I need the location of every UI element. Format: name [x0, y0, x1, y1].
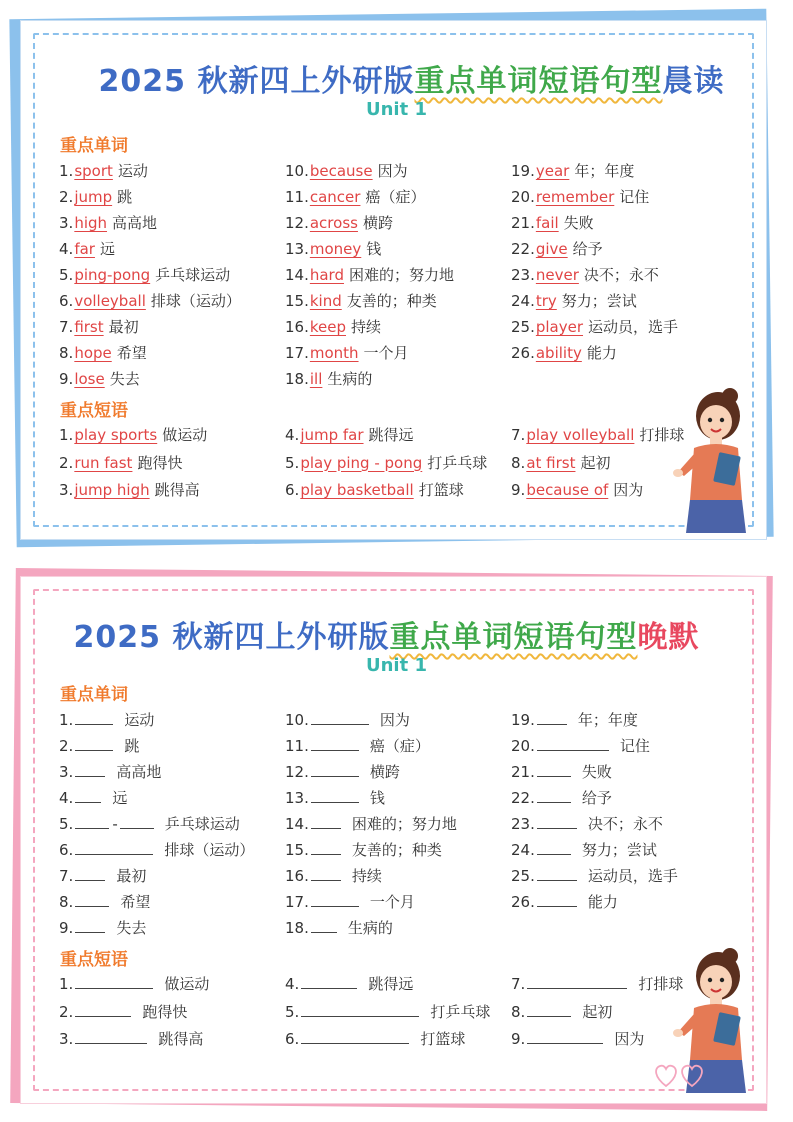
- word-number: 10.: [285, 162, 309, 180]
- word-number: 19.: [511, 162, 535, 180]
- word-english: jump: [74, 188, 113, 206]
- word-item: [511, 186, 649, 207]
- word-blank-item: [285, 787, 385, 808]
- phrase-blank-item: [285, 973, 413, 994]
- word-blank-chinese: 希望: [120, 893, 151, 911]
- phrase-blank-number: 2.: [59, 1002, 74, 1021]
- word-chinese: 年；年度: [574, 162, 635, 180]
- phrase-item: [59, 479, 200, 500]
- word-blank-blank: [75, 840, 153, 855]
- word-chinese: 失去: [109, 370, 140, 388]
- word-english: month: [309, 344, 359, 362]
- word-blank-item: [59, 839, 254, 860]
- phrase-blank-chinese: 做运动: [164, 975, 210, 993]
- phrase-blank-item: [511, 1001, 612, 1022]
- phrase-english: play basketball: [300, 481, 414, 499]
- phrase-blank-chinese: 因为: [614, 1030, 645, 1048]
- phrase-blank-blank: [75, 974, 153, 989]
- phrase-chinese: 打排球: [639, 426, 685, 444]
- phrase-item: [511, 479, 643, 500]
- word-blank-blank: [537, 736, 609, 751]
- word-blank-blank: [311, 788, 359, 803]
- phrase-english: jump high: [74, 481, 150, 499]
- phrase-item: [285, 479, 464, 500]
- word-english: hard: [309, 266, 344, 284]
- word-item: [59, 186, 132, 207]
- word-number: 6.: [59, 292, 74, 310]
- word-blank-number: 16.: [285, 867, 309, 885]
- word-number: 23.: [511, 266, 535, 284]
- phrase-blank-number: 4.: [285, 975, 300, 993]
- word-english: volleyball: [74, 292, 146, 310]
- word-number: 25.: [511, 318, 535, 336]
- phrase-number: 6.: [285, 481, 300, 499]
- word-chinese: 横跨: [362, 214, 393, 232]
- word-blank-chinese: 最初: [116, 867, 147, 885]
- phrase-chinese: 打篮球: [418, 481, 464, 499]
- word-item: [285, 290, 437, 311]
- word-blank-number: 1.: [59, 711, 74, 729]
- word-blank-item: [59, 813, 240, 834]
- word-english: never: [535, 266, 579, 284]
- word-blank-blank: [75, 762, 105, 777]
- word-english: cancer: [309, 188, 361, 206]
- phrase-number: 3.: [59, 481, 74, 499]
- word-blank-item: [285, 709, 410, 730]
- word-blank-blank: [75, 918, 105, 933]
- phrase-number: 1.: [59, 426, 74, 444]
- word-blank-blank: [311, 814, 341, 829]
- phrase-number: 4.: [285, 426, 300, 444]
- word-blank-chinese: 钱: [369, 789, 385, 807]
- phrase-blank-item: [59, 973, 209, 994]
- word-blank-chinese: 跳: [124, 737, 140, 755]
- word-blank-item: [511, 839, 657, 860]
- word-blank-number: 5.: [59, 815, 74, 833]
- word-number: 26.: [511, 344, 535, 362]
- word-english: year: [535, 162, 570, 180]
- phrase-blank-blank: [527, 1029, 603, 1044]
- word-item: [285, 212, 393, 233]
- phrase-item: [285, 424, 414, 445]
- word-blank-blank: [537, 788, 571, 803]
- word-blank-blank: [311, 762, 359, 777]
- word-blank-blank: [75, 814, 109, 829]
- word-chinese: 一个月: [363, 344, 409, 362]
- word-chinese: 钱: [366, 240, 382, 258]
- top-title-part-2: 重点单词短语句型: [414, 64, 663, 99]
- word-blank-number: 18.: [285, 919, 309, 937]
- word-blank-blank: [537, 710, 567, 725]
- word-item: [285, 368, 372, 389]
- word-blank-chinese: 高高地: [116, 763, 162, 781]
- phrase-blank-chinese: 跑得快: [142, 1002, 188, 1021]
- word-item: [59, 264, 230, 285]
- word-blank-item: [285, 865, 382, 886]
- word-blank-number: 19.: [511, 711, 535, 729]
- word-chinese: 希望: [116, 344, 147, 362]
- word-english: across: [309, 214, 358, 232]
- phrase-item: [511, 424, 684, 445]
- word-chinese: 困难的；努力地: [348, 266, 454, 284]
- word-blank-item: [511, 865, 678, 886]
- phrase-blank-blank: [527, 974, 627, 989]
- word-english: remember: [535, 188, 615, 206]
- word-number: 9.: [59, 370, 74, 388]
- word-english: kind: [309, 292, 342, 310]
- word-chinese: 努力；尝试: [561, 292, 637, 310]
- word-blank-chinese: 友善的；种类: [351, 841, 442, 859]
- word-blank-blank: [311, 736, 359, 751]
- word-blank-item: [59, 917, 146, 938]
- word-english: player: [535, 318, 584, 336]
- word-number: 12.: [285, 214, 309, 232]
- word-blank-chinese: 努力；尝试: [581, 841, 657, 859]
- bottom-words-heading: 重点单词: [60, 685, 128, 705]
- word-number: 13.: [285, 240, 309, 258]
- phrase-blank-chinese: 打排球: [638, 975, 684, 993]
- phrase-chinese: 做运动: [162, 426, 208, 444]
- word-blank-item: [59, 709, 154, 730]
- word-blank-blank: [311, 892, 359, 907]
- phrase-blank-blank: [301, 1002, 419, 1017]
- word-blank-number: 12.: [285, 763, 309, 781]
- word-blank-blank: [75, 866, 105, 881]
- word-english: hope: [74, 344, 112, 362]
- word-blank-blank: [311, 840, 341, 855]
- word-blank-chinese: 因为: [379, 711, 410, 729]
- word-blank-item: [511, 813, 663, 834]
- word-blank-chinese: 困难的；努力地: [351, 815, 457, 833]
- word-item: [511, 316, 678, 337]
- word-blank-blank: [537, 840, 571, 855]
- phrase-blank-number: 7.: [511, 975, 526, 993]
- phrase-blank-blank: [75, 1002, 131, 1017]
- word-blank-number: 26.: [511, 893, 535, 911]
- word-english: ability: [535, 344, 582, 362]
- word-number: 24.: [511, 292, 535, 310]
- teacher-illustration: [672, 388, 764, 533]
- word-blank-number: 14.: [285, 815, 309, 833]
- phrase-blank-chinese: 起初: [582, 1002, 613, 1021]
- word-number: 16.: [285, 318, 309, 336]
- phrase-blank-item: [285, 1028, 465, 1049]
- word-blank-chinese: 记住: [619, 737, 650, 755]
- phrase-blank-blank: [75, 1029, 147, 1044]
- word-number: 2.: [59, 188, 74, 206]
- word-english: ill: [309, 370, 323, 388]
- word-item: [511, 342, 617, 363]
- phrase-chinese: 跑得快: [137, 453, 183, 472]
- word-english: try: [535, 292, 557, 310]
- word-blank-blank: [537, 762, 571, 777]
- word-item: [511, 290, 637, 311]
- word-number: 11.: [285, 188, 309, 206]
- phrase-chinese: 起初: [580, 453, 611, 472]
- word-chinese: 运动: [117, 162, 148, 180]
- word-chinese: 排球（运动）: [150, 292, 241, 310]
- phrase-blank-blank: [301, 974, 357, 989]
- word-item: [285, 316, 381, 337]
- word-blank-item: [511, 709, 638, 730]
- word-blank-chinese: 运动员，选手: [587, 867, 678, 885]
- word-item: [59, 316, 139, 337]
- word-blank-chinese: 决不；永不: [587, 815, 663, 833]
- phrase-number: 2.: [59, 453, 74, 472]
- word-english: sport: [74, 162, 113, 180]
- word-number: 7.: [59, 318, 74, 336]
- word-blank-number: 13.: [285, 789, 309, 807]
- top-words-heading: 重点单词: [60, 136, 128, 156]
- bottom-unit: Unit 1: [366, 655, 427, 676]
- word-blank-number: 9.: [59, 919, 74, 937]
- word-chinese: 持续: [351, 318, 382, 336]
- word-blank-item: [285, 917, 393, 938]
- word-blank-chinese: 癌（症）: [369, 737, 430, 755]
- word-english: far: [74, 240, 95, 258]
- word-item: [511, 238, 603, 259]
- word-number: 8.: [59, 344, 74, 362]
- phrase-english: play ping - pong: [300, 453, 423, 472]
- phrase-blank-item: [59, 1028, 203, 1049]
- word-blank-number: 8.: [59, 893, 74, 911]
- word-number: 3.: [59, 214, 74, 232]
- phrase-blank-number: 9.: [511, 1030, 526, 1048]
- word-blank-chinese: 横跨: [369, 763, 400, 781]
- word-blank-blank: [537, 866, 577, 881]
- word-blank-blank: [75, 892, 109, 907]
- phrase-blank-chinese: 跳得高: [158, 1030, 204, 1048]
- word-chinese: 给予: [572, 240, 603, 258]
- word-english: money: [309, 240, 362, 258]
- word-english: keep: [309, 318, 346, 336]
- word-blank-item: [285, 735, 430, 756]
- phrase-blank-chinese: 跳得远: [368, 975, 414, 993]
- word-blank-item: [59, 735, 139, 756]
- word-number: 14.: [285, 266, 309, 284]
- word-item: [285, 186, 425, 207]
- phrase-blank-item: [511, 1028, 644, 1049]
- word-blank-blank: [120, 814, 154, 829]
- bottom-title-part-2: 重点单词短语句型: [389, 620, 638, 655]
- word-chinese: 乒乓球运动: [155, 266, 231, 284]
- bottom-phrases-heading: 重点短语: [60, 950, 128, 970]
- word-blank-dash: -: [112, 815, 118, 833]
- word-number: 22.: [511, 240, 535, 258]
- top-title-part-1: 2025 秋新四上外研版: [98, 64, 415, 99]
- word-blank-item: [285, 839, 442, 860]
- word-blank-chinese: 给予: [581, 789, 612, 807]
- word-chinese: 生病的: [327, 370, 373, 388]
- word-english: ping-pong: [74, 266, 151, 284]
- word-chinese: 决不；永不: [583, 266, 659, 284]
- word-english: fail: [535, 214, 559, 232]
- word-number: 4.: [59, 240, 74, 258]
- word-blank-chinese: 年；年度: [577, 711, 638, 729]
- word-number: 5.: [59, 266, 74, 284]
- phrase-blank-number: 8.: [511, 1002, 526, 1021]
- word-blank-number: 25.: [511, 867, 535, 885]
- word-blank-blank: [75, 710, 113, 725]
- phrase-blank-chinese: 打篮球: [420, 1030, 466, 1048]
- word-blank-blank: [311, 710, 369, 725]
- word-blank-number: 21.: [511, 763, 535, 781]
- word-blank-item: [511, 735, 650, 756]
- word-blank-number: 11.: [285, 737, 309, 755]
- word-blank-item: [511, 761, 612, 782]
- phrase-english: because of: [526, 481, 609, 499]
- word-chinese: 失败: [563, 214, 594, 232]
- word-blank-item: [511, 891, 618, 912]
- word-english: because: [309, 162, 373, 180]
- phrase-blank-chinese: 打乒乓球: [430, 1002, 491, 1021]
- word-chinese: 远: [99, 240, 115, 258]
- top-phrases-heading: 重点短语: [60, 401, 128, 421]
- phrase-blank-item: [285, 1001, 490, 1022]
- phrase-item: [59, 424, 207, 445]
- word-number: 15.: [285, 292, 309, 310]
- word-blank-blank: [75, 788, 101, 803]
- word-blank-number: 22.: [511, 789, 535, 807]
- word-item: [59, 160, 148, 181]
- word-blank-chinese: 乒乓球运动: [164, 815, 240, 833]
- word-blank-chinese: 一个月: [369, 893, 415, 911]
- word-blank-item: [59, 865, 146, 886]
- top-title-part-3: 晨读: [662, 64, 725, 99]
- word-blank-number: 2.: [59, 737, 74, 755]
- phrase-english: play volleyball: [526, 426, 635, 444]
- word-blank-chinese: 排球（运动）: [164, 841, 255, 859]
- phrase-english: play sports: [74, 426, 158, 444]
- phrase-english: jump far: [300, 426, 364, 444]
- word-chinese: 癌（症）: [365, 188, 426, 206]
- word-item: [285, 160, 408, 181]
- word-item: [59, 290, 241, 311]
- bottom-title-part-3: 晚默: [637, 620, 700, 655]
- phrase-chinese: 跳得高: [154, 481, 200, 499]
- top-title: [30, 56, 793, 100]
- word-blank-number: 23.: [511, 815, 535, 833]
- word-number: 20.: [511, 188, 535, 206]
- word-blank-blank: [537, 814, 577, 829]
- phrase-blank-number: 3.: [59, 1030, 74, 1048]
- phrase-item: [511, 452, 610, 473]
- bottom-title-part-1: 2025 秋新四上外研版: [73, 620, 390, 655]
- word-blank-number: 10.: [285, 711, 309, 729]
- word-blank-item: [59, 761, 161, 782]
- word-chinese: 因为: [377, 162, 408, 180]
- word-blank-item: [285, 761, 400, 782]
- word-blank-number: 15.: [285, 841, 309, 859]
- word-number: 1.: [59, 162, 74, 180]
- word-english: give: [535, 240, 568, 258]
- word-blank-number: 7.: [59, 867, 74, 885]
- word-chinese: 能力: [586, 344, 617, 362]
- word-blank-chinese: 持续: [351, 867, 382, 885]
- word-blank-number: 24.: [511, 841, 535, 859]
- word-number: 18.: [285, 370, 309, 388]
- phrase-blank-number: 1.: [59, 975, 74, 993]
- word-item: [59, 342, 147, 363]
- word-english: first: [74, 318, 104, 336]
- word-blank-item: [59, 891, 150, 912]
- phrase-item: [59, 452, 182, 473]
- word-chinese: 记住: [619, 188, 650, 206]
- phrase-number: 9.: [511, 481, 526, 499]
- word-item: [511, 264, 659, 285]
- word-number: 17.: [285, 344, 309, 362]
- word-item: [511, 160, 634, 181]
- word-blank-number: 17.: [285, 893, 309, 911]
- word-item: [285, 238, 381, 259]
- word-chinese: 跳: [117, 188, 133, 206]
- phrase-blank-item: [59, 1001, 187, 1022]
- phrase-chinese: 打乒乓球: [427, 453, 488, 472]
- word-blank-blank: [75, 736, 113, 751]
- word-blank-chinese: 失去: [116, 919, 147, 937]
- word-blank-blank: [537, 892, 577, 907]
- word-chinese: 运动员，选手: [588, 318, 679, 336]
- word-blank-item: [511, 787, 612, 808]
- word-blank-chinese: 生病的: [347, 919, 393, 937]
- word-item: [511, 212, 594, 233]
- word-blank-number: 3.: [59, 763, 74, 781]
- word-blank-item: [59, 787, 127, 808]
- word-chinese: 最初: [108, 318, 139, 336]
- word-item: [59, 238, 115, 259]
- word-blank-item: [285, 813, 457, 834]
- phrase-blank-number: 6.: [285, 1030, 300, 1048]
- word-item: [285, 264, 454, 285]
- phrase-item: [285, 452, 487, 473]
- phrase-blank-number: 5.: [285, 1002, 300, 1021]
- word-item: [285, 342, 409, 363]
- word-blank-number: 6.: [59, 841, 74, 859]
- word-chinese: 高高地: [112, 214, 158, 232]
- top-unit: Unit 1: [366, 99, 427, 120]
- phrase-english: run fast: [74, 453, 133, 472]
- phrase-chinese: 因为: [613, 481, 644, 499]
- phrase-blank-blank: [301, 1029, 409, 1044]
- phrase-number: 7.: [511, 426, 526, 444]
- phrase-english: at first: [526, 453, 576, 472]
- phrase-number: 8.: [511, 453, 526, 472]
- phrase-number: 5.: [285, 453, 300, 472]
- word-item: [59, 368, 140, 389]
- word-blank-chinese: 运动: [124, 711, 155, 729]
- word-english: high: [74, 214, 108, 232]
- word-blank-chinese: 失败: [581, 763, 612, 781]
- word-blank-number: 20.: [511, 737, 535, 755]
- word-blank-number: 4.: [59, 789, 74, 807]
- phrase-blank-item: [511, 973, 683, 994]
- word-blank-chinese: 能力: [587, 893, 618, 911]
- phrase-blank-blank: [527, 1002, 571, 1017]
- phrase-chinese: 跳得远: [368, 426, 414, 444]
- word-blank-blank: [311, 866, 341, 881]
- bottom-title: [0, 612, 773, 656]
- heart-icon: [652, 1062, 712, 1088]
- word-english: lose: [74, 370, 105, 388]
- word-blank-item: [285, 891, 415, 912]
- word-blank-chinese: 远: [112, 789, 128, 807]
- word-item: [59, 212, 157, 233]
- word-blank-blank: [311, 918, 337, 933]
- word-number: 21.: [511, 214, 535, 232]
- word-chinese: 友善的；种类: [346, 292, 437, 310]
